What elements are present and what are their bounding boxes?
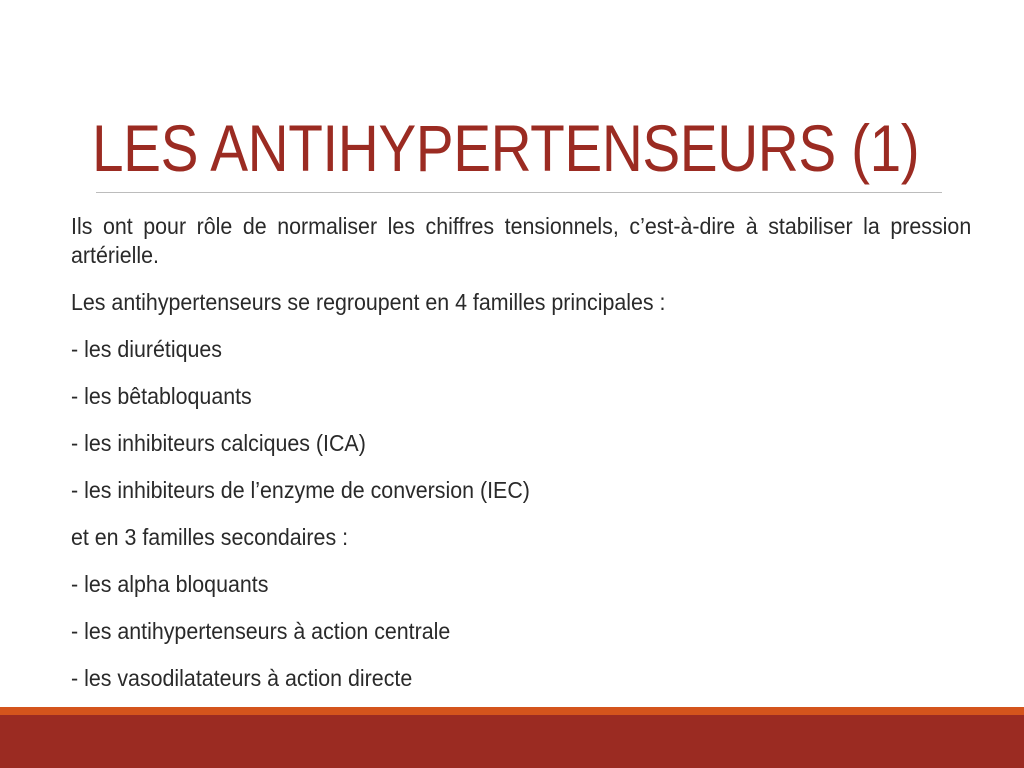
- list-item-iec: - les inhibiteurs de l’enzyme de conversion (IEC): [71, 477, 530, 503]
- footer-accent-stripe: [0, 707, 1024, 715]
- secondary-families-heading: et en 3 familles secondaires :: [71, 524, 349, 550]
- principal-families-heading: Les antihypertenseurs se regroupent en 4 familles principales :: [71, 289, 666, 315]
- footer-band: [0, 715, 1024, 768]
- list-item-action-centrale: - les antihypertenseurs à action centrale: [71, 618, 451, 644]
- list-item-alpha-bloquants: - les alpha bloquants: [71, 571, 269, 597]
- slide-title: LES ANTIHYPERTENSEURS (1): [92, 111, 920, 185]
- list-item-diuretiques: - les diurétiques: [71, 336, 222, 362]
- list-item-ica: - les inhibiteurs calciques (ICA): [71, 430, 366, 456]
- title-divider: [96, 192, 942, 193]
- slide-body: [71, 212, 971, 711]
- intro-paragraph: Ils ont pour rôle de normaliser les chiffres tensionnels, c’est-à-dire à stabiliser la pression artérielle.: [71, 213, 972, 268]
- list-item-betabloquants: - les bêtabloquants: [71, 383, 252, 409]
- list-item-vasodilatateurs: - les vasodilatateurs à action directe: [71, 665, 413, 691]
